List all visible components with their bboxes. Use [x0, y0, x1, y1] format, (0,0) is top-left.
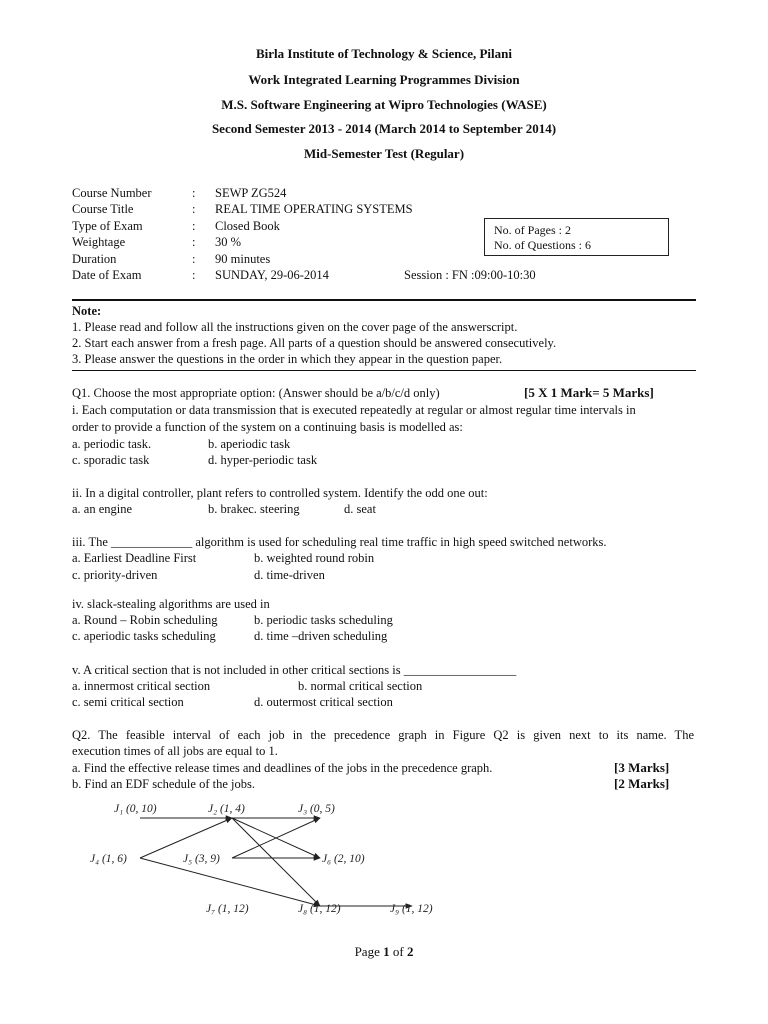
colon: : [192, 219, 196, 233]
q2-part-b: b. Find an EDF schedule of the jobs. [72, 777, 255, 791]
division-name: Work Integrated Learning Programmes Division [248, 72, 520, 87]
colon: : [192, 268, 196, 282]
q1-iv-stem: iv. slack-stealing algorithms are used in [72, 597, 270, 611]
node-j9: J₉ (1, 12) [390, 903, 433, 915]
q1-iii-option-d: d. time-driven [254, 568, 325, 582]
q1-ii-option-a: a. an engine [72, 502, 133, 516]
page-footer [0, 944, 768, 960]
course-title-value: REAL TIME OPERATING SYSTEMS [215, 202, 413, 216]
exam-type-value: Closed Book [215, 219, 280, 233]
node-j4: J₄ (1, 6) [90, 853, 127, 865]
page-footer-prefix: Page [354, 944, 384, 959]
node-j1: J₁ (0, 10) [114, 803, 157, 815]
q1-iv-option-d: d. time –driven scheduling [254, 629, 388, 643]
q1-v-option-b: b. normal critical section [298, 679, 423, 693]
q2-stem-line1: Q2. The feasible interval of each job in the precedence graph in Figure Q2 is given next to its name. The [72, 728, 694, 742]
q2-stem-line2: execution times of all jobs are equal to 1. [72, 744, 278, 758]
edge-j4-j2 [140, 818, 232, 858]
edge-j4-j8 [140, 858, 320, 906]
q1-ii-stem: ii. In a digital controller, plant refers to controlled system. Identify the odd one out: [72, 486, 488, 500]
q1-v-stem: v. A critical section that is not included in other critical sections is __________________ [72, 663, 517, 677]
page-count: No. of Pages : 2 [494, 223, 571, 237]
semester-line: Second Semester 2013 - 2014 (March 2014 to September 2014) [211, 121, 557, 136]
q2-part-b-marks: [2 Marks] [614, 776, 670, 791]
q1-iii-option-a: a. Earliest Deadline First [72, 551, 197, 565]
page-number: 1 [383, 944, 390, 959]
colon: : [192, 202, 196, 216]
q1-i-option-b: b. aperiodic task [208, 437, 291, 451]
q1-i-stem-line2: order to provide a function of the system on a continuing basis is modelled as: [72, 420, 463, 434]
precedence-graph [0, 790, 768, 930]
node-j2: J₂ (1, 4) [208, 803, 245, 815]
note-item: 2. Start each answer from a fresh page. All parts of a question should be answered consecutively. [72, 336, 557, 350]
q1-i-option-a: a. periodic task. [72, 437, 152, 451]
question-count: No. of Questions : 6 [494, 238, 591, 252]
q1-stem: Q1. Choose the most appropriate option: (Answer should be a/b/c/d only) [72, 386, 440, 400]
test-title: Mid-Semester Test (Regular) [303, 146, 465, 161]
session-info: Session : FN :09:00-10:30 [404, 268, 536, 282]
institute-name: Birla Institute of Technology & Science, Pilani [255, 46, 513, 61]
q1-marks: [5 X 1 Mark= 5 Marks] [524, 385, 654, 400]
colon: : [192, 252, 196, 266]
course-number-label: Course Number [72, 186, 152, 200]
exam-date-label: Date of Exam [72, 268, 142, 282]
duration-label: Duration [72, 252, 117, 266]
q1-i-option-c: c. sporadic task [72, 453, 150, 467]
page-total: 2 [406, 944, 414, 959]
note-item: 1. Please read and follow all the instructions given on the cover page of the answerscript. [72, 320, 518, 334]
node-j5: J₅ (3, 9) [183, 853, 220, 865]
q1-iii-option-c: c. priority-driven [72, 568, 158, 582]
q1-v-option-c: c. semi critical section [72, 695, 184, 709]
node-j3: J₃ (0, 5) [298, 803, 335, 815]
q1-iv-option-c: c. aperiodic tasks scheduling [72, 629, 216, 643]
q1-ii-option-d: d. seat [344, 502, 376, 516]
q1-iv-option-b: b. periodic tasks scheduling [254, 613, 393, 627]
q1-iii-option-b: b. weighted round robin [254, 551, 375, 565]
q2-part-a: a. Find the effective release times and deadlines of the jobs in the precedence graph. [72, 761, 493, 775]
note-title: Note: [72, 304, 102, 318]
colon: : [192, 186, 196, 200]
q1-ii-option-bc: b. brakec. steering [208, 502, 300, 516]
node-j6: J₆ (2, 10) [322, 853, 365, 865]
q1-i-option-d: d. hyper-periodic task [208, 453, 318, 467]
q1-iv-option-a: a. Round – Robin scheduling [72, 613, 218, 627]
duration-value: 90 minutes [215, 252, 271, 266]
exam-date-value: SUNDAY, 29-06-2014 [215, 268, 329, 282]
q1-iii-stem: iii. The _____________ algorithm is used for scheduling real time traffic in high speed switched networks. [72, 535, 607, 549]
q1-i-stem-line1: i. Each computation or data transmission that is executed repeatedly at regular or almost regular time intervals in [72, 403, 636, 417]
divider-top [72, 299, 696, 301]
q2-part-a-marks: [3 Marks] [614, 760, 670, 775]
exam-type-label: Type of Exam [72, 219, 143, 233]
edge-j2-j8 [232, 818, 320, 906]
weightage-value: 30 % [215, 235, 242, 249]
divider-bottom [72, 370, 696, 371]
note-item: 3. Please answer the questions in the order in which they appear in the question paper. [72, 352, 503, 366]
node-j7: J₇ (1, 12) [206, 903, 249, 915]
weightage-label: Weightage [72, 235, 126, 249]
colon: : [192, 235, 196, 249]
node-j8: J₈ (1, 12) [298, 903, 341, 915]
q1-v-option-a: a. innermost critical section [72, 679, 211, 693]
course-number-value: SEWP ZG524 [215, 186, 287, 200]
programme-name: M.S. Software Engineering at Wipro Technologies (WASE) [221, 97, 547, 112]
page-footer-middle: of [389, 944, 407, 959]
pages-info-box [484, 218, 669, 256]
q1-v-option-d: d. outermost critical section [254, 695, 393, 709]
course-title-label: Course Title [72, 202, 134, 216]
